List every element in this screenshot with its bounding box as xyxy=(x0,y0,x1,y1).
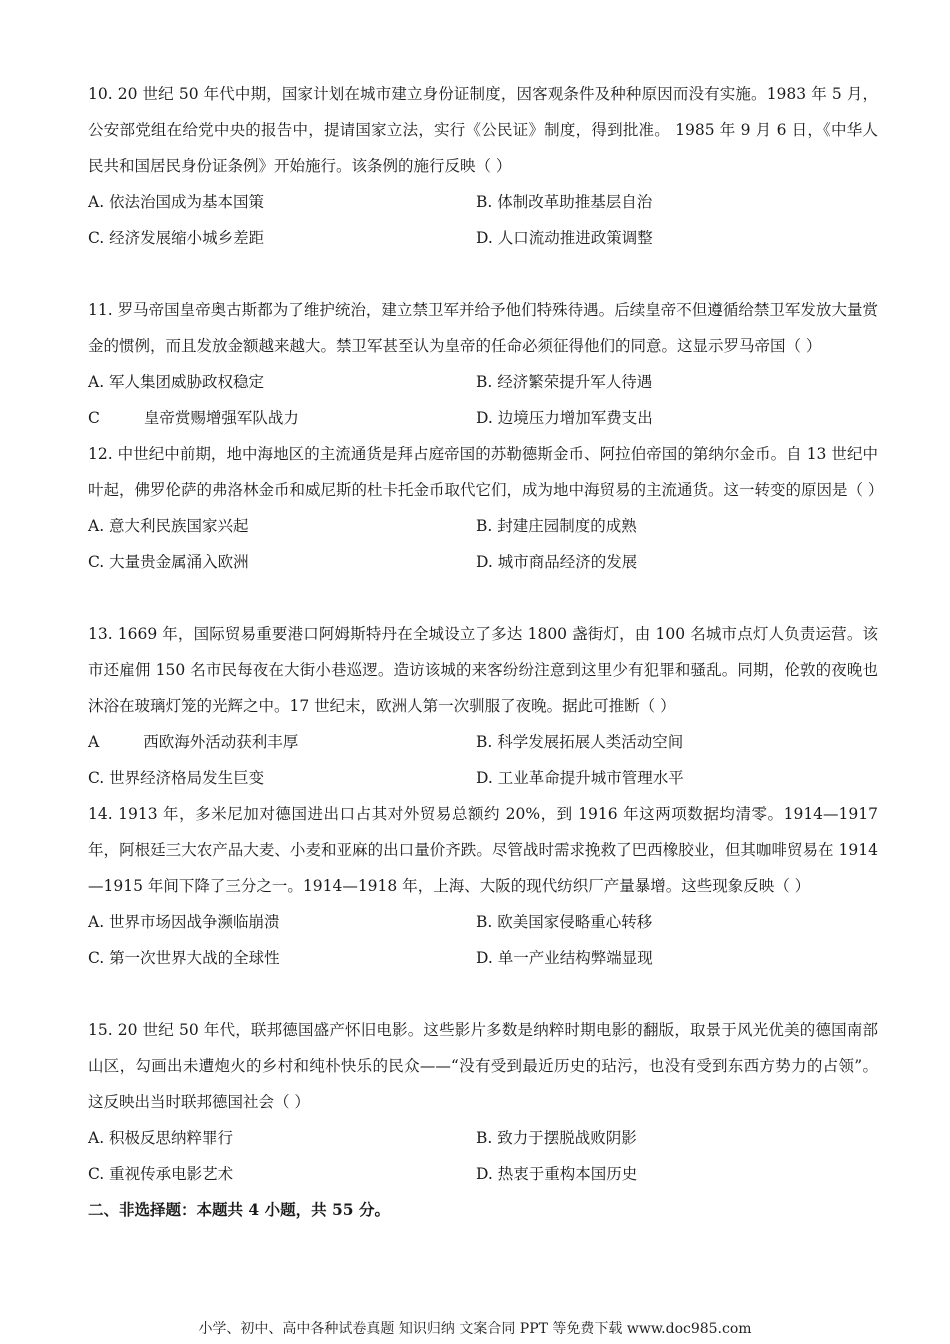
option-b: B. 科学发展拓展人类活动空间 xyxy=(476,733,684,751)
option-c: C. 大量贵金属涌入欧洲 xyxy=(88,553,249,571)
option-a: A. 积极反思纳粹罪行 xyxy=(88,1129,234,1147)
option-c: C. 世界经济格局发生巨变 xyxy=(88,769,265,787)
question-stem: 11. 罗马帝国皇帝奥古斯都为了维护统治，建立禁卫军并给予他们特殊待遇。后续皇帝不但遵循给禁卫军发放大量赏金的惯例，而且发放金额越来越大。禁卫军甚至认为皇帝的任命必须征得他们的同意。这显示罗马帝国（ ） xyxy=(88,301,878,355)
option-d: D. 人口流动推进政策调整 xyxy=(476,229,653,247)
option-row xyxy=(88,220,878,256)
option-b: B. 封建庄园制度的成熟 xyxy=(476,517,637,535)
option-b: B. 欧美国家侵略重心转移 xyxy=(476,913,653,931)
option-d: D. 单一产业结构弊端显现 xyxy=(476,949,653,967)
option-row xyxy=(88,940,878,976)
option-a: A. 世界市场因战争濒临崩溃 xyxy=(88,913,280,931)
option-a-letter: A xyxy=(88,733,100,751)
option-a: A. 意大利民族国家兴起 xyxy=(88,517,249,535)
option-c xyxy=(88,400,299,436)
option-row xyxy=(88,184,878,220)
option-c: C. 经济发展缩小城乡差距 xyxy=(88,229,265,247)
question-stem: 13. 1669 年，国际贸易重要港口阿姆斯特丹在全城设立了多达 1800 盏街灯，由 100 名城市点灯人负责运营。该市还雇佣 150 名市民每夜在大街小巷巡逻。造访该城的来客纷纷注意到这里少有犯罪和骚乱。同期，伦敦的夜晚也沐浴在玻璃灯笼的光辉之中。17 世纪末，欧洲人第一次驯服了夜晚。据此可推断（ ） xyxy=(88,625,878,715)
option-d: D. 城市商品经济的发展 xyxy=(476,553,638,571)
option-d: D. 边境压力增加军费支出 xyxy=(476,409,653,427)
option-row xyxy=(88,364,878,400)
option-row xyxy=(88,724,878,760)
option-b: B. 经济繁荣提升军人待遇 xyxy=(476,373,653,391)
option-a: A. 依法治国成为基本国策 xyxy=(88,193,265,211)
option-row xyxy=(88,400,878,436)
question-stem: 14. 1913 年，多米尼加对德国进出口占其对外贸易总额约 20%，到 1916 年这两项数据均清零。1914—1917 年，阿根廷三大农产品大麦、小麦和亚麻的出口量价齐跌。尽管战时需求挽救了巴西橡胶业，但其咖啡贸易在 1914—1915 年间下降了三分之一。1914—1918 年，上海、大阪的现代纺织厂产量暴增。这些现象反映（ ） xyxy=(88,805,878,895)
question-stem: 12. 中世纪中前期，地中海地区的主流通货是拜占庭帝国的苏勒德斯金币、阿拉伯帝国的第纳尔金币。自 13 世纪中叶起，佛罗伦萨的弗洛林金币和威尼斯的杜卡托金币取代它们，成为地中海贸易的主流通货。这一转变的原因是（ ） xyxy=(88,445,884,499)
question-14 xyxy=(88,796,878,976)
question-10 xyxy=(88,76,878,256)
section-heading: 二、非选择题：本题共 4 小题，共 55 分。 xyxy=(88,1200,390,1219)
option-a-text: 西欧海外活动获利丰厚 xyxy=(143,733,299,751)
option-c: C. 第一次世界大战的全球性 xyxy=(88,949,280,967)
option-c-text: 皇帝赏赐增强军队战力 xyxy=(143,409,299,427)
option-row xyxy=(88,508,878,544)
question-13 xyxy=(88,616,878,796)
question-stem: 10. 20 世纪 50 年代中期，国家计划在城市建立身份证制度，因客观条件及种种原因而没有实施。1983 年 5 月，公安部党组在给党中央的报告中，提请国家立法，实行《公民证》制度，得到批准。 1985 年 9 月 6 日，《中华人民共和国居民身份证条例》开始施行。该条例的施行反映（ ） xyxy=(88,85,878,175)
option-a: A. 军人集团威胁政权稳定 xyxy=(88,373,265,391)
option-c: C. 重视传承电影艺术 xyxy=(88,1165,234,1183)
option-d: D. 工业革命提升城市管理水平 xyxy=(476,769,684,787)
question-15 xyxy=(88,1012,878,1192)
option-d: D. 热衷于重构本国历史 xyxy=(476,1165,638,1183)
option-row xyxy=(88,1156,878,1192)
option-b: B. 体制改革助推基层自治 xyxy=(476,193,653,211)
page-footer: 小学、初中、高中各种试卷真题 知识归纳 文案合同 PPT 等免费下载 www.doc985.com xyxy=(198,1321,752,1337)
option-row xyxy=(88,1120,878,1156)
option-row xyxy=(88,904,878,940)
option-row xyxy=(88,544,878,580)
option-a xyxy=(88,724,298,760)
question-11 xyxy=(88,292,878,436)
option-c-letter: C xyxy=(88,409,100,427)
question-stem: 15. 20 世纪 50 年代，联邦德国盛产怀旧电影。这些影片多数是纳粹时期电影的翻版，取景于风光优美的德国南部山区，勾画出未遭炮火的乡村和纯朴快乐的民众——“没有受到最近历史的玷污，也没有受到东西方势力的占领”。这反映出当时联邦德国社会（ ） xyxy=(88,1021,878,1111)
question-12 xyxy=(88,436,884,580)
option-b: B. 致力于摆脱战败阴影 xyxy=(476,1129,637,1147)
option-row xyxy=(88,760,878,796)
